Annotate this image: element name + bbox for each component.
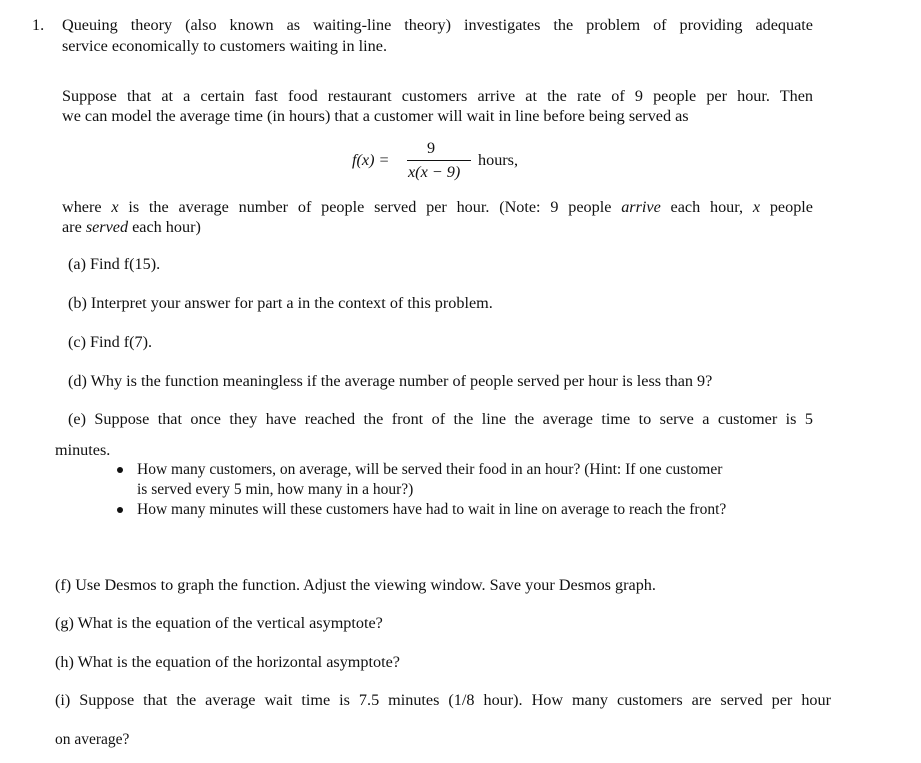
text: are — [62, 218, 86, 236]
part-h: (h) What is the equation of the horizontal asymptote? — [55, 653, 400, 671]
bullet-2: How many minutes will these customers have had to wait in line on average to reach the front? — [137, 501, 727, 518]
bullet-icon — [117, 467, 123, 473]
emph-arrive: arrive — [621, 198, 661, 216]
formula-denominator: x(x − 9) — [408, 163, 461, 181]
part-d: (d) Why is the function meaningless if the average number of people served per hour is less than 9? — [68, 372, 713, 390]
var-x: x — [752, 198, 761, 216]
part-f: (f) Use Desmos to graph the function. Adjust the viewing window. Save your Desmos graph. — [55, 576, 656, 594]
part-i-continued: on average? — [55, 731, 130, 748]
where-line-1 — [62, 197, 813, 217]
intro-line-2: service economically to customers waiting in line. — [62, 37, 388, 55]
text: each hour) — [128, 218, 201, 236]
emph-served: served — [85, 218, 129, 236]
para-line-1: Suppose that at a certain fast food restaurant customers arrive at the rate of 9 people per hour. Then — [62, 87, 813, 105]
text: people — [760, 198, 813, 216]
intro-line-1: Queuing theory (also known as waiting-line theory) investigates the problem of providing adequate — [62, 16, 813, 34]
part-c: (c) Find f(7). — [68, 333, 153, 351]
formula-numerator: 9 — [427, 139, 436, 157]
part-e-continued: minutes. — [55, 441, 111, 459]
para-line-2: we can model the average time (in hours) that a customer will wait in line before being served as — [62, 107, 689, 125]
problem-number: 1. — [32, 16, 45, 34]
bullet-icon — [117, 507, 123, 513]
formula-unit: hours, — [478, 151, 519, 169]
var-x: x — [111, 198, 119, 216]
bullet-1-line-1: How many customers, on average, will be served their food in an hour? (Hint: If one customer — [137, 461, 723, 478]
fraction-bar — [407, 160, 471, 161]
text: where — [62, 198, 112, 216]
where-line-2 — [62, 217, 201, 237]
part-a: (a) Find f(15). — [68, 255, 161, 273]
part-b: (b) Interpret your answer for part a in the context of this problem. — [68, 294, 493, 312]
formula-lhs: f(x) = — [352, 151, 390, 169]
text: each hour, — [660, 198, 753, 216]
part-e: (e) Suppose that once they have reached the front of the line the average time to serve a customer is 5 — [68, 410, 813, 428]
part-g: (g) What is the equation of the vertical asymptote? — [55, 614, 383, 632]
text: is the average number of people served per hour. (Note: 9 people — [118, 198, 622, 216]
part-i: (i) Suppose that the average wait time is 7.5 minutes (1/8 hour). How many customers are served per hour — [55, 691, 831, 709]
bullet-1-line-2: is served every 5 min, how many in a hour?) — [137, 481, 414, 498]
